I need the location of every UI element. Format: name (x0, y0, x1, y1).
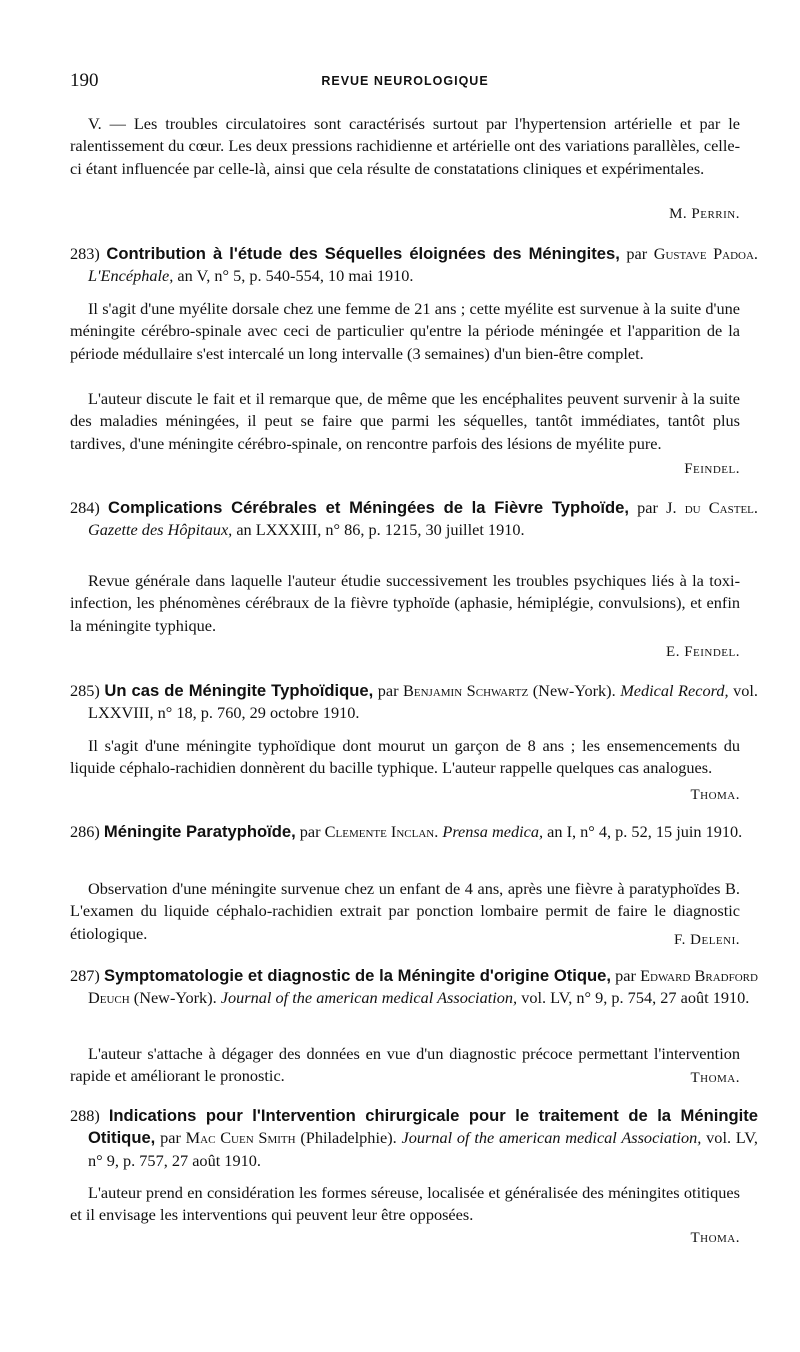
entry-heading (70, 497, 758, 542)
entry-number: 285) (70, 681, 100, 700)
entry-title: Indications pour l'Intervention chirurgicale pour le traitement de la Méningite Otitique, (88, 1106, 758, 1148)
entry-title: Contribution à l'étude des Séquelles éloignées des Méningites, (106, 244, 620, 263)
entry-paragraph: Il s'agit d'une méningite typhoïdique dont mourut un garçon de 8 ans ; les ensemencements du liquide céphalo-rachidien donnèrent du bacille typhique. L'auteur rappelle quelques cas analogues. (70, 736, 740, 778)
intro-paragraph: V. — Les troubles circulatoires sont caractérisés surtout par l'hypertension artérielle et par le ralentissement du cœur. Les deux pressions rachidienne et artérielle ont des variations parallèles, celle-ci étant influencée par celle-là, ainsi que cela résulte de constatations cliniques et expérimentales. (70, 114, 740, 178)
entry-journal: Medical Record, (620, 681, 729, 700)
entry-author-place: (New-York). (133, 988, 217, 1008)
entry-paragraph: L'auteur prend en considération les formes séreuse, localisée et généralisée des méningites otitiques et il envisage les interventions qui peuvent leur être opposées. (70, 1183, 740, 1225)
entry-by: par (615, 966, 636, 985)
entry-paragraph: Observation d'une méningite survenue chez un enfant de 4 ans, après une fièvre à paratyphoïdes B. L'examen du liquide céphalo-rachidien extrait par ponction lombaire permit de faire le diagnostic étiologique. (70, 879, 740, 943)
entry-title: Symptomatologie et diagnostic de la Méningite d'origine Otique, (104, 966, 611, 985)
entry-paragraph: L'auteur discute le fait et il remarque que, de même que les encéphalites peuvent survenir à la suite des maladies méningées, il peut se faire que parmi les séquelles, tantôt immédiates, tantôt plus tardives, d'une méningite cérébro-spinale, on rencontre parfois des lésions de myélite pure. (70, 389, 740, 453)
entry-number: 283) (70, 244, 100, 263)
entry-citation: an I, n° 4, p. 52, 15 juin 1910. (547, 822, 743, 841)
entry-paragraph: L'auteur s'attache à dégager des données en vue d'un diagnostic précoce permettant l'intervention rapide et améliorant le pronostic. (70, 1044, 740, 1086)
entry-number: 284) (70, 498, 100, 517)
entry-title: Méningite Paratyphoïde, (103, 822, 296, 841)
entry-journal: Gazette des Hôpitaux, (88, 520, 233, 540)
entry-author: Clemente Inclan. (324, 822, 439, 841)
entry-number: 286) (70, 822, 100, 841)
signature: Thoma. (690, 1230, 740, 1246)
entry-author-place: (New-York). (532, 681, 616, 700)
entry-journal: Journal of the american medical Association, (401, 1128, 702, 1148)
entry-paragraph: Il s'agit d'une myélite dorsale chez une femme de 21 ans ; cette myélite est survenue à la suite d'une méningite cérébro-spinale avec ceci de particulier qu'entre la période méningée et l'apparition de la période médullaire s'est intercalé un long intervalle (3 semaines) d'un bien-être complet. (70, 299, 740, 363)
entry-title: Un cas de Méningite Typhoïdique, (104, 681, 374, 700)
entry-journal: Journal of the american medical Association, (220, 988, 518, 1008)
entry-citation: vol. LXXVIII, n° 18, p. 760, 29 octobre 1910. (88, 681, 758, 723)
running-title: REVUE NEUROLOGIQUE (321, 74, 489, 88)
entry-citation: vol. LV, n° 9, p. 757, 27 août 1910. (88, 1128, 758, 1170)
entry-citation: an LXXXIII, n° 86, p. 1215, 30 juillet 1910. (236, 520, 525, 540)
signature: Thoma. (690, 1070, 740, 1086)
entry-author: Benjamin Schwartz (403, 681, 529, 700)
entry-heading (70, 243, 758, 288)
entry-citation: vol. LV, n° 9, p. 754, 27 août 1910. (521, 988, 750, 1008)
entry-journal: L'Encéphale, (88, 266, 174, 286)
entry-heading (70, 965, 758, 1010)
entry-number: 287) (70, 966, 100, 985)
signature: Thoma. (690, 787, 740, 803)
entry-by: par (626, 244, 648, 263)
entry-journal: Prensa medica, (442, 822, 544, 841)
entry-heading (70, 1105, 758, 1172)
entry-author: J. du Castel. (666, 498, 758, 517)
entry-citation: an V, n° 5, p. 540-554, 10 mai 1910. (177, 266, 414, 286)
entry-author: Edward Bradford Deuch (88, 966, 758, 1008)
entry-author-place: (Philadelphie). (300, 1128, 397, 1148)
entry-number: 288) (70, 1106, 100, 1125)
entry-by: par (299, 822, 321, 841)
entry-heading (70, 680, 758, 725)
page-header (70, 64, 740, 94)
entry-paragraph: Revue générale dans laquelle l'auteur étudie successivement les troubles psychiques liés à la toxi-infection, les phénomènes cérébraux de la fièvre typhoïde (aphasie, hémiplégie, convulsions), et enfin la méningite typhique. (70, 571, 740, 635)
entry-by: par (377, 681, 399, 700)
signature: E. Feindel. (666, 644, 740, 660)
signature: F. Deleni. (674, 932, 740, 948)
signature: M. Perrin. (669, 206, 740, 222)
entry-title: Complications Cérébrales et Méningées de la Fièvre Typhoïde, (108, 498, 629, 517)
signature: Feindel. (684, 461, 740, 477)
entry-by: par (160, 1128, 181, 1148)
page-number: 190 (70, 70, 99, 91)
entry-author: Gustave Padoa. (653, 244, 758, 263)
entry-by: par (637, 498, 658, 517)
entry-heading (70, 821, 758, 843)
entry-author: Mac Cuen Smith (185, 1128, 296, 1148)
